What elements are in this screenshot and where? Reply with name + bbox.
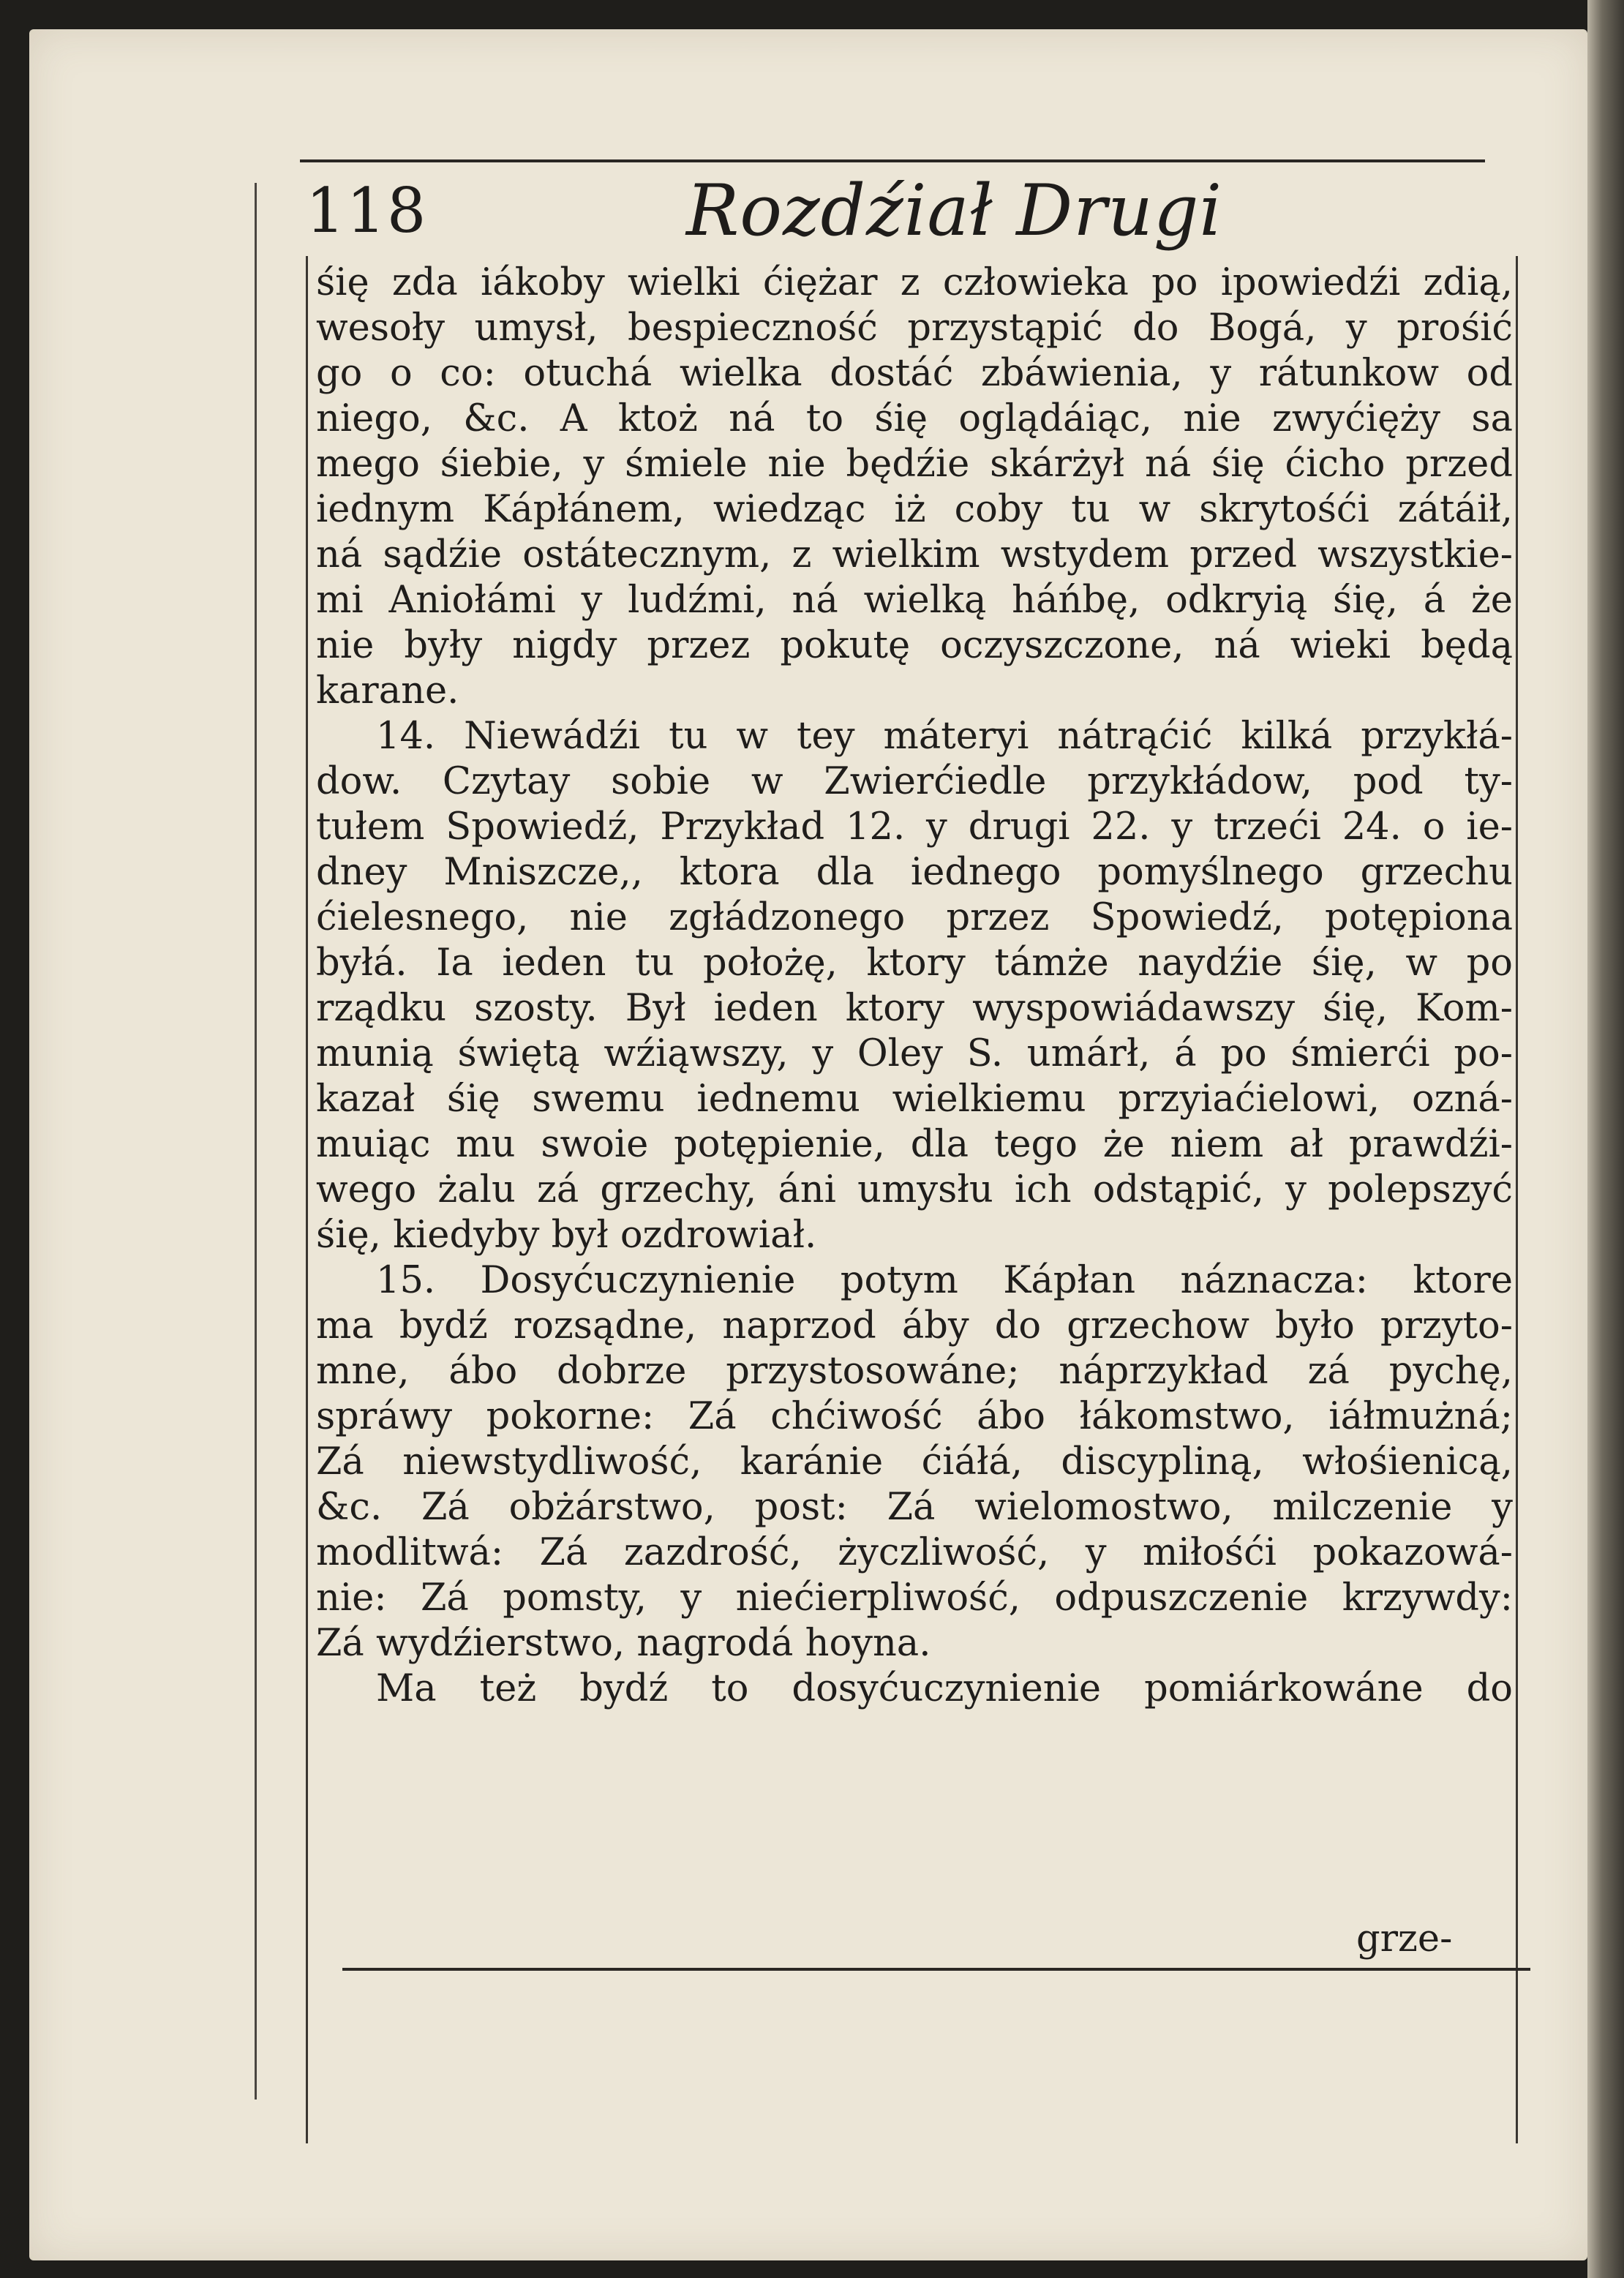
text-line: karane.: [316, 669, 459, 713]
text-line: ma bydź rozsądne, naprzod áby do grzechow było przyto-: [316, 1304, 1513, 1347]
text-frame-right-rule: [1516, 256, 1518, 2143]
text-line: nie były nigdy przez pokutę oczyszczone, ná wieki będą: [316, 624, 1513, 667]
text-line: spráwy pokorne: Zá chćiwość ábo łákomstwo, iáłmużná;: [316, 1395, 1513, 1438]
text-line: Zá wydźierstwo, nagrodá hoyna.: [316, 1622, 931, 1665]
text-line: nie: Zá pomsty, y niećierpliwość, odpuszczenie krzywdy:: [316, 1576, 1513, 1620]
text-line: Zá niewstydliwość, karánie ćiáłá, discypliną, włośienicą,: [316, 1440, 1513, 1484]
text-line: wesoły umysł, bespieczność przystąpić do Bogá, y prośić: [316, 307, 1513, 350]
text-line: dow. Czytay sobie w Zwierćiedle przykłádow, pod ty-: [316, 760, 1513, 803]
header-rule: [300, 159, 1485, 162]
text-line: kazał śię swemu iednemu wielkiemu przyiaćielowi, ozná-: [316, 1078, 1513, 1121]
page-header: [306, 167, 1505, 255]
book-spine-edge: [1587, 0, 1624, 2278]
text-frame-left-rule: [306, 256, 308, 2143]
running-title: Rozdźiał Drugi: [686, 170, 1223, 252]
page-number: 118: [306, 175, 428, 247]
paragraph-14-start: 14. Niewádźi tu w tey máteryi nátrąćić kilká przykłá-: [376, 715, 1513, 758]
text-line: rządku szosty. Był ieden ktory wyspowiádawszy śię, Kom-: [316, 987, 1513, 1030]
text-line: &c. Zá obżárstwo, post: Zá wielomostwo, milczenie y: [316, 1486, 1513, 1529]
text-line: go o co: otuchá wielka dostáć zbáwienia, y rátunkow od: [316, 352, 1513, 395]
text-line: mego śiebie, y śmiele nie będźie skárżył ná śię ćicho przed: [316, 443, 1513, 486]
text-line: iednym Kápłánem, wiedząc iż coby tu w skrytośći zátáił,: [316, 488, 1513, 531]
bottom-rule: [342, 1968, 1530, 1971]
text-line: śię, kiedyby był ozdrowiał.: [316, 1214, 817, 1257]
text-line: byłá. Ia ieden tu położę, ktory támże naydźie śię, w po: [316, 941, 1513, 985]
paragraph-15-start: 15. Dosyćuczynienie potym Kápłan náznacza: ktore: [376, 1259, 1513, 1302]
text-line: munią świętą wźiąwszy, y Oley S. umárł, á po śmierći po-: [316, 1032, 1513, 1075]
body-text: [316, 260, 1513, 1712]
paragraph-start: Ma też bydź to dosyćuczynienie pomiárkowáne do: [376, 1667, 1513, 1710]
text-line: modlitwá: Zá zazdrość, życzliwość, y miłośći pokazowá-: [316, 1531, 1513, 1574]
text-line: mi Aniołámi y ludźmi, ná wielką háńbę, odkryią śię, á że: [316, 579, 1513, 622]
text-line: mne, ábo dobrze przystosowáne; náprzykład zá pychę,: [316, 1350, 1513, 1393]
text-line: niego, &c. A ktoż ná to śię oglądáiąc, nie zwyćięży sa: [316, 397, 1513, 440]
catchword: grze-: [1356, 1917, 1453, 1961]
text-line: ná sądźie ostátecznym, z wielkim wstydem przed wszystkie-: [316, 533, 1513, 576]
text-line: śię zda iákoby wielki ćiężar z człowieka po ipowiedźi zdią,: [316, 261, 1513, 304]
text-line: muiąc mu swoie potępienie, dla tego że niem ał prawdźi-: [316, 1123, 1513, 1166]
margin-rule: [255, 183, 257, 2100]
text-line: wego żalu zá grzechy, áni umysłu ich odstąpić, y polepszyć: [316, 1168, 1513, 1211]
text-line: ćielesnego, nie zgłádzonego przez Spowiedź, potępiona: [316, 896, 1513, 939]
text-line: dney Mniszcze,, ktora dla iednego pomyślnego grzechu: [316, 851, 1513, 894]
text-line: tułem Spowiedź, Przykład 12. y drugi 22. y trzeći 24. o ie-: [316, 805, 1513, 849]
